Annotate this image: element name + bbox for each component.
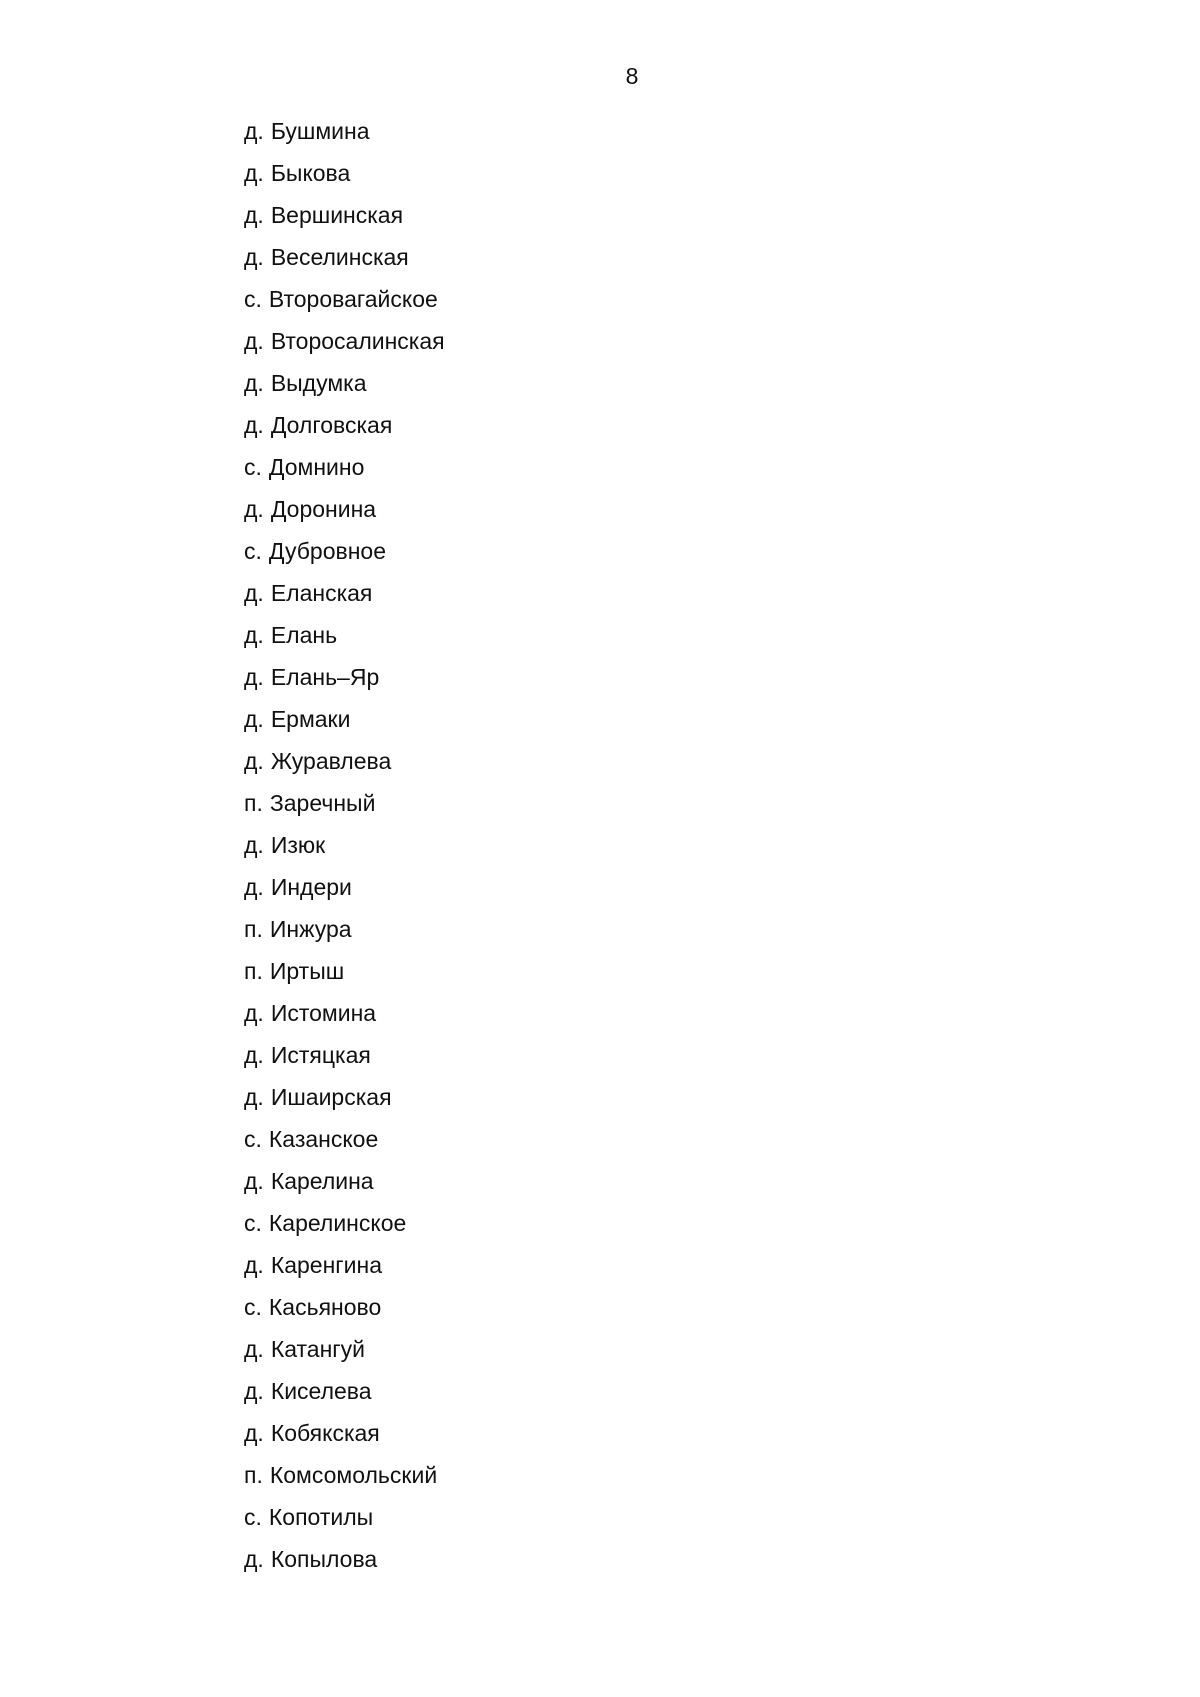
list-item	[244, 286, 445, 328]
settlement-type-prefix: д.	[244, 202, 264, 228]
settlement-name: Ишаирская	[270, 1084, 392, 1110]
settlement-name: Карелинское	[268, 1210, 407, 1236]
list-item	[244, 118, 445, 160]
list-item	[244, 958, 445, 1000]
settlement-name: Копотилы	[268, 1504, 374, 1530]
settlement-type-prefix: с.	[244, 1504, 262, 1530]
settlement-type-prefix: п.	[244, 958, 263, 984]
list-item	[244, 1504, 445, 1546]
settlement-type-prefix: п.	[244, 916, 263, 942]
list-item	[244, 202, 445, 244]
settlement-name: Бушмина	[270, 118, 370, 144]
settlement-name: Киселева	[270, 1378, 372, 1404]
settlement-name: Истомина	[270, 1000, 377, 1026]
list-item	[244, 1168, 445, 1210]
settlement-name: Касьяново	[268, 1294, 382, 1320]
settlement-name: Катангуй	[270, 1336, 366, 1362]
settlement-type-prefix: д.	[244, 664, 264, 690]
list-item	[244, 1294, 445, 1336]
settlement-type-prefix: п.	[244, 1462, 263, 1488]
settlement-type-prefix: д.	[244, 1168, 264, 1194]
settlement-name: Выдумка	[270, 370, 367, 396]
settlement-name: Иртыш	[269, 958, 345, 984]
list-item	[244, 328, 445, 370]
list-item	[244, 244, 445, 286]
settlement-name: Елань	[270, 622, 338, 648]
settlement-type-prefix: д.	[244, 370, 264, 396]
settlement-type-prefix: д.	[244, 1084, 264, 1110]
settlement-type-prefix: д.	[244, 748, 264, 774]
list-item	[244, 1378, 445, 1420]
settlement-type-prefix: д.	[244, 1042, 264, 1068]
list-item	[244, 664, 445, 706]
settlement-type-prefix: д.	[244, 118, 264, 144]
settlement-type-prefix: п.	[244, 790, 263, 816]
settlement-type-prefix: д.	[244, 160, 264, 186]
list-item	[244, 454, 445, 496]
list-item	[244, 1084, 445, 1126]
settlement-name: Изюк	[270, 832, 326, 858]
settlement-name: Карелина	[270, 1168, 374, 1194]
settlement-name: Доронина	[270, 496, 377, 522]
settlement-type-prefix: д.	[244, 244, 264, 270]
settlement-type-prefix: д.	[244, 1546, 264, 1572]
list-item	[244, 706, 445, 748]
list-item	[244, 622, 445, 664]
settlement-type-prefix: д.	[244, 496, 264, 522]
settlement-type-prefix: с.	[244, 1126, 262, 1152]
settlement-type-prefix: д.	[244, 1336, 264, 1362]
list-item	[244, 748, 445, 790]
list-item	[244, 916, 445, 958]
list-item	[244, 1420, 445, 1462]
list-item	[244, 370, 445, 412]
settlement-type-prefix: д.	[244, 706, 264, 732]
list-item	[244, 832, 445, 874]
settlement-name: Еланская	[270, 580, 373, 606]
settlement-type-prefix: с.	[244, 538, 262, 564]
settlement-name: Второвагайское	[268, 286, 438, 312]
list-item	[244, 1000, 445, 1042]
settlement-name: Заречный	[269, 790, 376, 816]
list-item	[244, 1126, 445, 1168]
settlement-type-prefix: д.	[244, 328, 264, 354]
settlement-type-prefix: с.	[244, 1294, 262, 1320]
settlement-list	[244, 118, 445, 1588]
settlement-name: Елань–Яр	[270, 664, 380, 690]
settlement-type-prefix: д.	[244, 874, 264, 900]
settlement-name: Каренгина	[270, 1252, 383, 1278]
list-item	[244, 1336, 445, 1378]
settlement-name: Истяцкая	[270, 1042, 371, 1068]
settlement-type-prefix: д.	[244, 832, 264, 858]
settlement-name: Ермаки	[270, 706, 351, 732]
list-item	[244, 496, 445, 538]
list-item	[244, 1252, 445, 1294]
settlement-name: Комсомольский	[269, 1462, 438, 1488]
settlement-name: Домнино	[268, 454, 365, 480]
list-item	[244, 874, 445, 916]
list-item	[244, 160, 445, 202]
list-item	[244, 1462, 445, 1504]
settlement-type-prefix: д.	[244, 580, 264, 606]
settlement-name: Кобякская	[270, 1420, 380, 1446]
settlement-name: Дубровное	[268, 538, 386, 564]
settlement-name: Казанское	[268, 1126, 379, 1152]
settlement-type-prefix: д.	[244, 412, 264, 438]
settlement-type-prefix: д.	[244, 622, 264, 648]
settlement-name: Индери	[270, 874, 352, 900]
list-item	[244, 1210, 445, 1252]
settlement-type-prefix: д.	[244, 1378, 264, 1404]
list-item	[244, 580, 445, 622]
settlement-type-prefix: д.	[244, 1252, 264, 1278]
list-item	[244, 412, 445, 454]
page-number: 8	[625, 63, 639, 89]
settlement-name: Веселинская	[270, 244, 409, 270]
list-item	[244, 538, 445, 580]
settlement-name: Журавлева	[270, 748, 392, 774]
settlement-name: Вершинская	[270, 202, 404, 228]
list-item	[244, 1546, 445, 1588]
settlement-type-prefix: д.	[244, 1420, 264, 1446]
settlement-type-prefix: с.	[244, 454, 262, 480]
settlement-name: Инжура	[269, 916, 352, 942]
settlement-name: Долговская	[270, 412, 393, 438]
settlement-name: Быкова	[270, 160, 351, 186]
list-item	[244, 1042, 445, 1084]
settlement-type-prefix: д.	[244, 1000, 264, 1026]
list-item	[244, 790, 445, 832]
settlement-name: Второсалинская	[270, 328, 445, 354]
settlement-name: Копылова	[270, 1546, 378, 1572]
settlement-type-prefix: с.	[244, 1210, 262, 1236]
settlement-type-prefix: с.	[244, 286, 262, 312]
